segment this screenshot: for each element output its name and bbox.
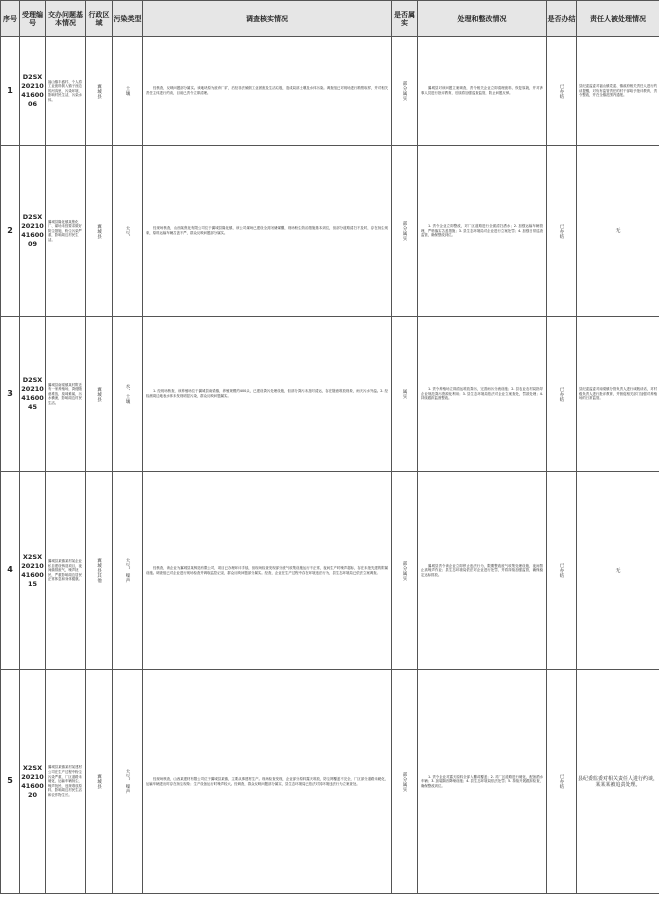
row-closed: 已办结: [559, 83, 564, 99]
row-closed: 已办结: [559, 774, 564, 789]
row-handling: 1. 责令企业对露天原料全部入棚或覆盖；2. 对厂区道路进行硬化，配备洒水车辆；3. 加装隔音降噪设施；4. 县生态环境局依法处罚；5. 持续开展跟踪检查，确保整改到位。: [418, 670, 547, 894]
row-verified: 部分属实: [402, 560, 407, 581]
header-region: 行政区域: [86, 1, 113, 37]
row-region: 翼城县其他: [96, 558, 102, 583]
row-pollution: 大气: [125, 226, 130, 236]
header-accountability: 责任人被处理情况: [577, 1, 659, 37]
row-seq: 4: [1, 472, 20, 670]
row-issue: 福山镇丰盛村、个人将工业废料倒入镇子西边的河沟里，污染环境，影响村民生活，污染水体。: [46, 37, 86, 146]
row-region: 翼城县: [96, 774, 102, 789]
row-code: X2SX202104160020: [20, 670, 46, 894]
row-region: 翼城县: [96, 386, 102, 402]
row-investigation: 经核查，反映问题部分属实。该地块原为废弃厂矿，后经非法倾倒工业固废及生活垃圾，造成局部土壤及水体污染。调查组已对现场进行勘察取样，并对相关责任主体进行约谈，目前已责令立即清理。: [143, 37, 392, 146]
header-handling: 处理和整改情况: [418, 1, 547, 37]
table-row: [1, 146, 659, 317]
row-seq: 2: [1, 146, 20, 317]
row-closed: 已办结: [559, 563, 564, 578]
row-code: D2SX202104160006: [20, 37, 46, 146]
row-issue: 翼城县某镇某村某建材公司在生产过程中粉尘污染严重，厂区道路未硬化，运输车辆扬尘，噪声扰民，违规堆放原料，影响周边村民生活和农作物生长。: [46, 670, 86, 894]
header-row: [1, 1, 659, 37]
row-investigation: 1. 经现场核查，该养殖场位于翼城县南梁镇，养殖规模约400头，已建设粪污处理设施，但部分粪污未及时清运，存在随意堆放现象，雨天污水外溢。2. 经检测周边地表水体未发现明显污染，群众反映问题属实。: [143, 317, 392, 472]
row-issue: 翼城县某镇某村某企业私自建设铸造项目，夜间偷排废气，噪声扰民，严重影响周边居民正常休息和身体健康。: [46, 472, 86, 670]
table-row: [1, 317, 659, 472]
table-row: [1, 472, 659, 670]
row-accountability: 县纪委监委对相关责任人进行约谈，某某某被追责处理。: [577, 670, 659, 894]
row-handling: 翼城县责令该企业立即停止违法行为，限期整改废气收集处理设施，夜间禁止高噪声作业；县生态环境局依法对企业进行处罚，并将持续加强监管，确保稳定达标排放。: [418, 472, 547, 670]
row-accountability: 县纪委监委对福山镇党委、镇政府相关责任人进行约谈提醒，对负有监管责任的村干部给予批评教育，责令整改，并在全镇范围内通报。: [577, 37, 659, 146]
row-handling: 1. 责令企业立即整改，对厂区道路进行全面清扫洒水；2. 加强运输车辆管理，严格落实苫盖措施；3. 县生态环境局对企业进行立案处罚；4. 加强日常巡查监管，确保整改到位。: [418, 146, 547, 317]
row-region: 翼城县: [96, 223, 102, 239]
header-issue: 交办问题基本情况: [46, 1, 86, 37]
row-investigation: 经现场核查，山西某建材有限公司位于翼城县某镇，主要从事建材生产。现场检查发现，企业部分原料露天堆放，防尘网覆盖不完全，厂区部分道路未硬化，运输车辆进出时存在扬尘现象；生产设备运行时噪声较大。经调查，群众反映问题部分属实，县生态环境局已依法对其环境违法行为立案查处。: [143, 670, 392, 894]
header-seq: 序号: [1, 1, 20, 37]
row-accountability: 无: [577, 472, 659, 670]
row-pollution: 水、土壤: [125, 384, 130, 404]
row-code: D2SX202104160009: [20, 146, 46, 317]
row-pollution: 土壤: [125, 86, 130, 96]
row-seq: 1: [1, 37, 20, 146]
header-closed: 是否办结: [547, 1, 577, 37]
row-issue: 翼城县隆化镇某焦化厂、煤场未按要求做好防尘措施，粉尘污染严重，影响周边村民生活。: [46, 146, 86, 317]
header-code: 受理编号: [20, 1, 46, 37]
row-verified: 部分属实: [402, 771, 407, 792]
row-investigation: 经现场核查，山西某焦化有限公司位于翼城县隆化镇，该公司煤场已建设全封闭储煤棚，现场粉尘防治措施基本到位，但部分道路清扫不及时，存在扬尘现象，原料运输车辆苫盖不严，群众反映问题部分属实。: [143, 146, 392, 317]
row-closed: 已办结: [559, 223, 564, 239]
row-pollution: 大气、噪声: [125, 558, 130, 583]
row-verified: 部分属实: [402, 81, 407, 101]
row-region: 翼城县: [96, 83, 102, 99]
row-pollution: 大气、噪声: [125, 769, 130, 794]
header-verified: 是否属实: [392, 1, 418, 37]
table-row: [1, 37, 659, 146]
row-investigation: 经核查，该企业为翼城县某铸造有限公司，项目已办理环评手续，但现场检查发现部分废气收集设施运行不正常，夜间生产时噪声超标，存在未批先建的附属设施。调查组已对企业进行现场检查并调取监控记录，群众反映问题部分属实。经查，企业在生产过程中存在环境违法行为，县生态环境局已依法立案调查。: [143, 472, 392, 670]
row-accountability: 县纪委监委对南梁镇分管负责人进行诫勉谈话，对村级负责人进行批评教育，并督促相关部门加强对养殖场的日常监管。: [577, 317, 659, 472]
row-code: X2SX202104160015: [20, 472, 46, 670]
header-investigation: 调查核实情况: [143, 1, 392, 37]
row-verified: 属实: [402, 389, 407, 399]
row-handling: 1. 责令养殖场立即清运堆放粪污，完善雨污分流设施；2. 县农业农村局指导企业规范粪污资源化利用；3. 县生态环境局依法对企业立案查处，罚款处理；4. 持续跟踪监督整改。: [418, 317, 547, 472]
row-code: D2SX202104160045: [20, 317, 46, 472]
row-issue: 翼城县南梁镇某村附近有一家养殖场，粪便随意堆放，臭味难闻，污水横流，影响周边村民生活。: [46, 317, 86, 472]
table-row: [1, 670, 659, 894]
row-accountability: 无: [577, 146, 659, 317]
row-seq: 3: [1, 317, 20, 472]
row-seq: 5: [1, 670, 20, 894]
header-pollution: 污染类型: [113, 1, 143, 37]
row-handling: 翼城县对该问题立案调查，责令相关企业立即清理废料、恢复原貌，并对涉事人员进行批评教育，后续将加强巡查监管，防止问题反弹。: [418, 37, 547, 146]
row-verified: 部分属实: [402, 221, 407, 241]
row-closed: 已办结: [559, 386, 564, 402]
